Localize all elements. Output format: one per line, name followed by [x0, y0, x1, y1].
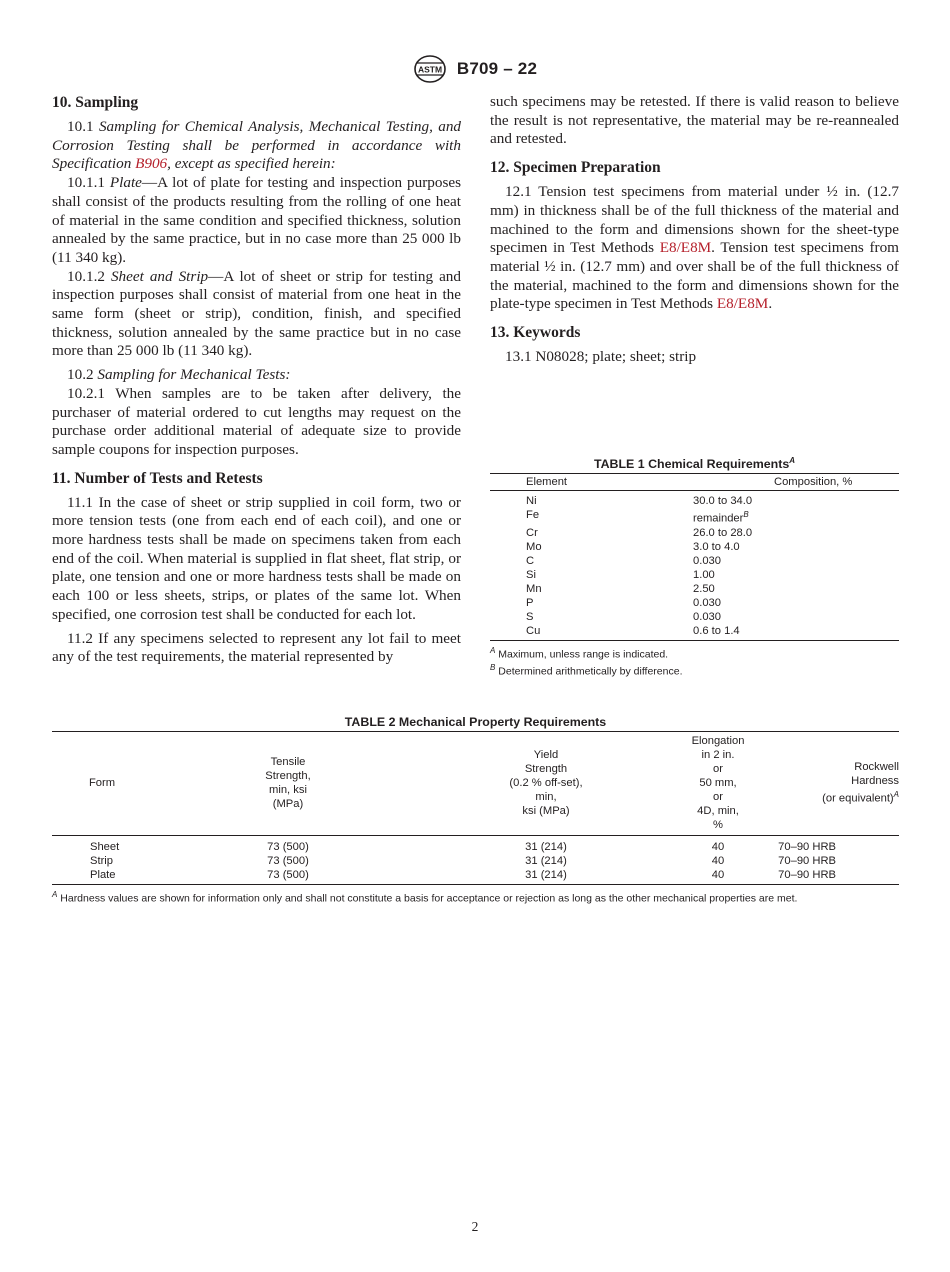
header-line: 4D, min, — [697, 805, 739, 817]
link-e8-e8m[interactable]: E8/E8M — [659, 239, 712, 257]
table-row — [490, 494, 899, 508]
cell-hardness: 70–90 HRB — [778, 841, 836, 853]
para-text: . Tension test specimens from material ½ in. (12.7 mm) and over shall be of the full thickness of the material, machined to the form and dimensions shown for the plate-type specimen in Test Methods — [490, 239, 899, 313]
right-column — [490, 93, 899, 367]
cell-composition: 0.6 to 1.4 — [693, 624, 740, 637]
para-number: 10.2 — [67, 366, 94, 384]
para-label: Sampling for Mechanical Tests: — [97, 366, 291, 384]
cell-composition: 0.030 — [693, 554, 721, 567]
footnote-a — [490, 644, 899, 662]
cell-form: Sheet — [90, 841, 120, 853]
para-11-2-continued: such specimens may be retested. If there is valid reason to believe the result is not representative, the material may be re-reannealed and retested. — [490, 93, 899, 148]
table-row — [490, 508, 899, 526]
para-text: —A lot of plate for testing and inspection purposes shall consist of the products resulting from the rolling of one heat of material in the same condition and specified thickness, solution annealed by the same practice, but in no case more than 25 000 lb (11 340 kg). — [52, 174, 462, 266]
header-line: or — [713, 763, 723, 775]
header-line: in 2 in. — [701, 749, 735, 761]
astm-logo-text: ASTM — [417, 64, 442, 75]
header-line: Rockwell — [854, 761, 899, 774]
header-line: min, — [535, 791, 557, 803]
table-1-chemical-requirements — [490, 456, 899, 679]
section-13-title: 13. Keywords — [490, 324, 581, 342]
section-10-title: 10. Sampling — [52, 94, 139, 111]
para-11-2: 11.2 If any specimens selected to represent any lot fail to meet any of the test requirements, the material represented by — [52, 629, 461, 666]
para-label: Plate — [109, 174, 142, 192]
header-line: Hardness — [851, 775, 899, 788]
para-italic-tail: , except as specified herein: — [167, 155, 336, 173]
header-line: 50 mm, — [699, 777, 737, 789]
cell-composition: 0.030 — [693, 610, 721, 623]
cell-element: P — [526, 596, 534, 609]
table-row — [52, 868, 899, 882]
cell-elongation: 40 — [711, 841, 725, 853]
cell-composition: 3.0 to 4.0 — [693, 540, 740, 553]
cell-element: Mn — [526, 582, 542, 595]
table-body — [490, 491, 899, 641]
cell-elongation: 40 — [711, 869, 725, 881]
para-number: 10.1.1 — [67, 174, 105, 192]
para-italic-text: Sampling for Chemical Analysis, Mechanical Testing, and Corrosion Testing shall be performed in accordance with Specification — [52, 118, 462, 173]
cell-form: Strip — [90, 855, 114, 867]
cell-element: C — [526, 554, 535, 567]
cell-element: Fe — [526, 509, 540, 522]
section-12-title: 12. Specimen Preparation — [490, 159, 661, 177]
cell-hardness: 70–90 HRB — [778, 855, 836, 867]
col-header-hardness — [768, 760, 899, 806]
cell-yield: 31 (214) — [525, 869, 567, 881]
header-line: % — [713, 819, 723, 831]
footnote-mark: A — [893, 790, 899, 800]
header-line: Strength — [524, 763, 568, 775]
table-row — [490, 610, 899, 624]
footnote-mark: A — [490, 645, 496, 655]
header-line: (MPa) — [272, 798, 304, 810]
link-b906[interactable]: B906 — [135, 155, 168, 173]
footnote-mark: A — [52, 890, 58, 899]
cell-element: Mo — [526, 540, 542, 553]
para-number: 10.1 — [67, 118, 94, 135]
para-number: 10.1.2 — [67, 267, 105, 285]
col-header-element: Element — [526, 476, 568, 489]
section-11-title: 11. Number of Tests and Retests — [52, 469, 263, 487]
para-13-1: 13.1 N08028; plate; sheet; strip — [505, 348, 697, 366]
table-title-text: TABLE 1 Chemical Requirements — [593, 457, 790, 472]
left-column — [52, 93, 461, 667]
footnote-b — [490, 661, 899, 679]
table-1-title — [490, 456, 899, 471]
cell-tensile: 73 (500) — [267, 841, 309, 853]
para-text: 12.1 Tension test specimens from material under ½ in. (12.7 mm) in thickness shall be of the full thickness of the material and machined to the form and dimensions shown for the sheet-type specimen in Test Methods — [490, 183, 899, 257]
table-2-footnote — [52, 888, 899, 906]
footnote-mark: B — [490, 663, 496, 673]
para-text: . — [768, 295, 773, 313]
para-10-1-1 — [52, 174, 461, 268]
table-row — [490, 596, 899, 610]
cell-composition: 2.50 — [693, 582, 715, 595]
cell-yield: 31 (214) — [525, 841, 567, 853]
header-line: or — [713, 791, 723, 803]
col-header-elongation — [668, 734, 768, 832]
para-10-2 — [52, 366, 461, 385]
col-header-composition: Composition, % — [774, 476, 853, 489]
col-header-tensile — [152, 755, 424, 811]
cell-composition: 1.00 — [693, 568, 715, 581]
cell-element: Si — [526, 568, 536, 581]
table-body — [52, 836, 899, 885]
table-row — [52, 840, 899, 854]
table-1-footnotes — [490, 644, 899, 679]
col-header-form: Form — [88, 777, 116, 789]
cell-elongation: 40 — [711, 855, 725, 867]
para-label: Sheet and Strip — [110, 267, 209, 285]
header-line: Elongation — [691, 735, 745, 747]
para-10-2-1: 10.2.1 When samples are to be taken after delivery, the purchaser of material ordered to cut lengths may request on the purchase order additional material of adequate size to provide sample coupons for inspection purposes. — [52, 384, 461, 458]
table-row — [490, 554, 899, 568]
footnote-text: Hardness values are shown for information only and shall not constitute a basis for acceptance or rejection as long as the other mechanical properties are met. — [60, 892, 798, 905]
table-row — [490, 540, 899, 554]
footnote-text: Maximum, unless range is indicated. — [498, 648, 669, 661]
para-text: —A lot of sheet or strip for testing and inspection purposes shall consist of material from one heat in the same form (sheet or strip), condition, finish, and specified thickness, solution annealed by the same practice but in no case more than 25 000 lb (11 340 kg). — [52, 267, 461, 360]
standard-designation: B709 – 22 — [456, 59, 538, 78]
para-12-1 — [490, 183, 899, 314]
table-header — [52, 731, 899, 836]
cell-form: Plate — [90, 869, 116, 881]
cell-tensile: 73 (500) — [267, 869, 309, 881]
para-10-1-2 — [52, 268, 461, 362]
table-2-mechanical-properties — [52, 715, 899, 906]
header-line: (or equivalent)$^A$ — [822, 790, 899, 805]
header-line: min, ksi — [269, 784, 307, 796]
col-header-yield — [424, 748, 668, 818]
header-line: Yield — [533, 749, 559, 761]
cell-element: Cr — [526, 526, 538, 539]
table-row — [490, 526, 899, 540]
header-line: ksi (MPa) — [522, 805, 570, 817]
footnote-text: Determined arithmetically by difference. — [498, 665, 683, 678]
footnote-mark: B — [743, 510, 749, 520]
footnote-mark: A — [789, 456, 796, 465]
cell-tensile: 73 (500) — [267, 855, 309, 867]
cell-composition: 30.0 to 34.0 — [693, 495, 753, 508]
cell-composition: 0.030 — [693, 596, 721, 609]
para-10-1 — [52, 118, 461, 174]
table-row — [52, 854, 899, 868]
astm-logo-icon — [413, 54, 447, 84]
cell-element: Ni — [526, 495, 537, 508]
header-line: (0.2 % off-set), — [509, 777, 583, 789]
link-e8-e8m-2[interactable]: E8/E8M — [716, 295, 769, 313]
para-11-1: 11.1 In the case of sheet or strip supplied in coil form, two or more tension tests (one from each end of each coil), and one or more hardness tests shall be made on specimens taken from each end of the coil. When material is supplied in flat sheet, flat strip, or plate, one tension and one or more hardness tests shall be made on each 100 or less sheets, strips, or plates of the same lot. When specified, one corrosion test shall be conducted for each lot. — [52, 493, 461, 623]
cell-composition: 26.0 to 28.0 — [693, 526, 753, 539]
header-line: Strength, — [265, 770, 311, 782]
table-row — [490, 568, 899, 582]
header-line: Tensile — [270, 756, 306, 768]
table-row — [490, 624, 899, 638]
cell-hardness: 70–90 HRB — [778, 869, 836, 881]
cell-composition: remainder$^B$ — [693, 510, 749, 525]
table-2-title: TABLE 2 Mechanical Property Requirements — [344, 715, 607, 729]
page-header — [0, 54, 950, 84]
cell-element: S — [526, 610, 534, 623]
page-number: 2 — [471, 1219, 479, 1234]
table-row — [490, 582, 899, 596]
cell-yield: 31 (214) — [525, 855, 567, 867]
table-header — [490, 473, 899, 491]
cell-element: Cu — [526, 624, 541, 637]
